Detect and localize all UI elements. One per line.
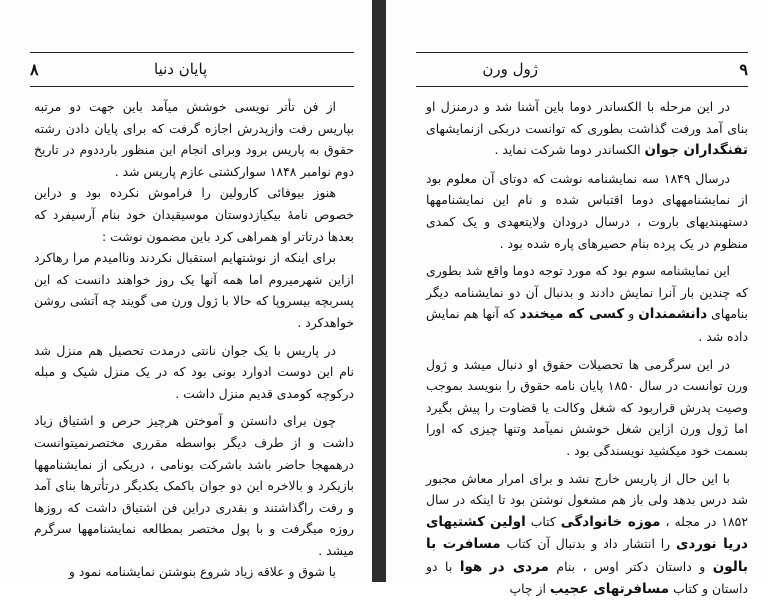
header-rule [416,86,748,87]
emphasis-phrase: کسی که میخندد [519,306,624,322]
emphasis-phrase: تفنگداران جوان [644,142,748,158]
emphasis-phrase: مردی در [490,559,549,575]
emphasis-phrase: دانشمندان [638,306,707,322]
paragraph: چون برای دانستن و آموختن هرچیز حرص و اشتیاق زیاد داشت و از طرف دیگر بواسطه مقرری مختصرنمیتوانست درهمهجا حاضر باشد باشرکت بونامی ، دریکی از نمایشنامهها بازیکرد و بالاخره این دو جوان باکمک یکدیگر درتأترها بنای آمد و رفت راگذاشتند و بقدری دراین فن اشتیاق داشت که روزها روزه میگرفت و با پول مختصر بمطالعه نمایشنامهها سرگرم میشد . [34,410,354,561]
paragraph: در این سرگرمی ها تحصیلات حقوق او دنبال میشد و ژول ورن توانست در سال ۱۸۵۰ پایان نامه حقوق را بنویسد بموجب وصیت پدرش قراربود که شغل وکالت یا قضاوت را پیش بگیرد اما ژول ورن ازاین شغل خوشش نمیآمد وتنها چیزی که اورا بسمت خود میکشید نویسندگی بود . [426,354,748,462]
emphasis-phrase: موزه خانوادگی [561,514,661,530]
paragraph: با شوق و علاقه زیاد شروع بنوشتن نمایشنامه نمود و [34,561,354,583]
paragraph: درسال ۱۸۴۹ سه نمایشنامه نوشت که دوتای آن معلوم بود از نمایشنامههای دوما اقتباس شده و نام این نمایشنامهها دستهبندیهای باروت ، درسال درودان ولایتعهدی و یک کمدی منظوم در یک پرده بنام حصیرهای پاره شده بود . [426,168,748,254]
book-gutter [372,0,386,582]
page-number: ۸ [30,60,39,79]
body-text [426,96,748,601]
page-header [416,60,748,86]
paragraph: برای اینکه از نوشتهایم استقبال نکردند وناامیدم مرا رهاکرد ازاین شهرمیروم اما همه آنها یک روز خواهند دانست که این پسربچه بیسروپا که حالا با ژول ورن می گویند چه آتشی روشن خواهدکرد . [34,247,354,333]
right-page [386,0,768,582]
top-rule [416,52,748,53]
paragraph: با این حال از پاریس خارج نشد و برای امرار معاش مجبور شد درس بدهد ولی باز هم مشغول نوشتن بود تا اینکه در سال ۱۸۵۲ در مجله ، موزه خانوادگی کتاب اولین کشتیهای دریا نوردی را انتشار داد و بدنبال آن کتاب مسافرت با بالون و داستان دکتر اوس ، بنام مردی در هوا با دو داستان و کتاب مسافرتهای عجیب از چاپ [426,468,748,601]
paragraph: در پاریس با یک جوان نانتی درمدت تحصیل هم منزل شد نام این دوست ادوارد بونی بود که در یک منزل شیک و مبله درکوچه کومدی قدیم منزل داشت . [34,340,354,405]
paragraph: هنوز بیوفائی کارولین را فراموش نکرده بود و دراین خصوص نامهٔ بیکیازدوستان موسیقیدان خود بنام آرسیفرد که بعدها درتاتر او همراهی کرد باین مضمون نوشت : [34,182,354,247]
paragraph: از فن تأتر نویسی خوشش میآمد باین جهت دو مرتبه بپاریس رفت وازپدرش اجازه گرفت که برای پایان دادن رشته حقوق به پاریس برود وبرای انجام این منظور بارددوم در تاریخ دوم نوامبر ۱۸۴۸ سوارکشتی عازم پاریس شد . [34,96,354,182]
page-number: ۹ [739,60,748,79]
top-rule [30,52,354,53]
running-title: پایان دنیا [154,60,207,78]
page-header [30,60,354,86]
paragraph: این نمایشنامه سوم بود که مورد توجه دوما واقع شد بطوری که چندین بار آنرا نمایش دادند و بدنبال آن دو نمایشنامه دیگر بنامهای دانشمندان و کسی که میخندد که آنها هم نمایش داده شد . [426,260,748,347]
emphasis-phrase: اولین [490,514,526,530]
emphasis-phrase: مسافرتهای عجیب [550,581,669,597]
paragraph: در این مرحله با الکساندر دوما باین آشنا شد و درمنزل او بنای آمد ورفت گذاشت بطوری که توانست دربکی ازنمایشهای تفنگداران جوان الکساندر دوما شرکت نماید . [426,96,748,162]
running-title: ژول ورن [482,60,538,78]
emphasis-phrase: هوا [460,559,482,575]
header-rule [30,86,354,87]
body-text [34,96,354,583]
emphasis-phrase: مسافرت با بالون [426,536,748,575]
emphasis-phrase: کشتیهای دریا نوردی [426,514,748,553]
left-page [0,0,372,582]
